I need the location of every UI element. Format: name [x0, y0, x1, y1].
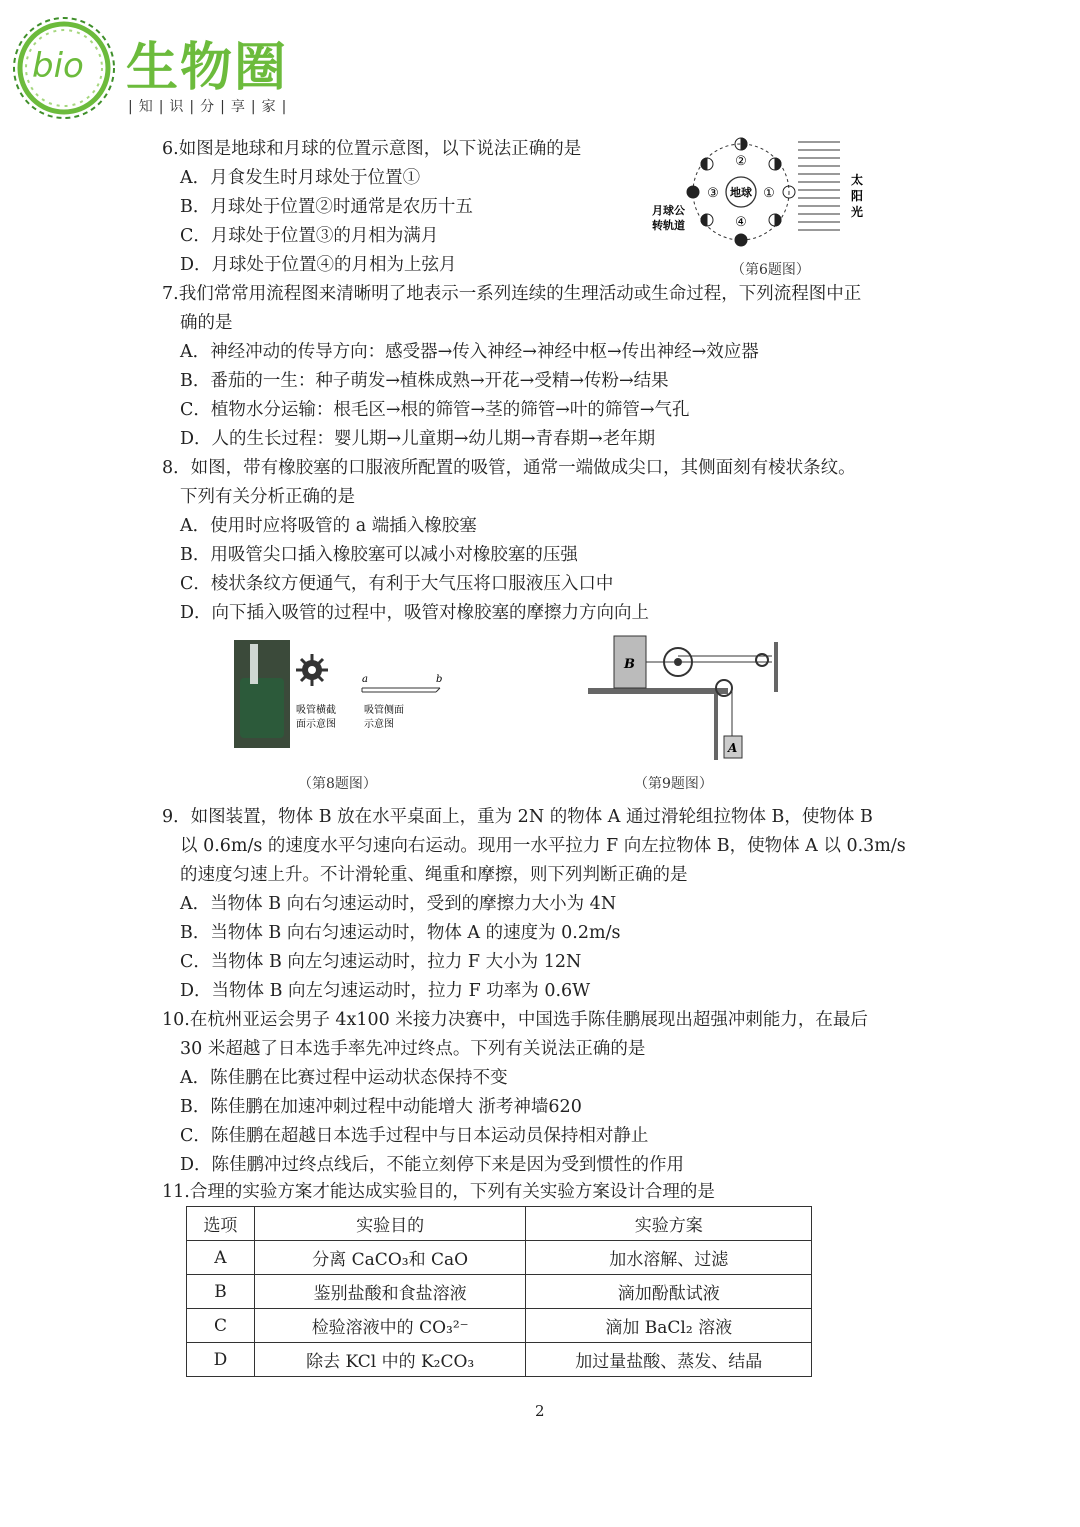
side-label-2: 示意图: [364, 719, 394, 730]
orbit-label-1: 月球公: [652, 204, 685, 217]
q8-option-a: A．使用时应将吸管的 a 端插入橡胶塞: [180, 516, 477, 536]
q9-stem-3: 的速度匀速上升。不计滑轮重、绳重和摩擦，则下列判断正确的是: [180, 865, 688, 885]
cell-option: C: [187, 1309, 255, 1343]
q9-figure: [586, 632, 782, 762]
q9-option-a: A．当物体 B 向右匀速运动时，受到的摩擦力大小为 4N: [180, 894, 617, 914]
q9-option-c: C．当物体 B 向左匀速运动时，拉力 F 大小为 12N: [180, 952, 582, 972]
sunlight-arrows-icon: [798, 142, 840, 230]
q8-figure: [232, 638, 452, 753]
straw-label-a: a: [362, 674, 368, 685]
straw-side-view-icon: [362, 688, 440, 692]
page-number: 2: [535, 1402, 545, 1420]
q7-stem-2: 确的是: [180, 313, 233, 333]
q8-option-b: B．用吸管尖口插入橡胶塞可以减小对橡胶塞的压强: [180, 545, 578, 565]
q9-stem-1: 9．如图装置，物体 B 放在水平桌面上，重为 2N 的物体 A 通过滑轮组拉物体 B，使物体 B: [162, 807, 873, 827]
label-A: A: [728, 741, 738, 755]
q10-stem-2: 30 米超越了日本选手率先冲过终点。下列有关说法正确的是: [180, 1039, 646, 1059]
cell-purpose: 除去 KCl 中的 K₂CO₃: [254, 1343, 526, 1377]
label-B: B: [624, 657, 635, 672]
table-row: [187, 1343, 812, 1377]
q9-caption: （第9题图）: [634, 776, 713, 792]
q8-caption: （第8题图）: [298, 776, 377, 792]
pos-1: ①: [763, 186, 775, 201]
cell-purpose: 分离 CaCO₃和 CaO: [254, 1241, 526, 1275]
q6-option-b: B．月球处于位置②时通常是农历十五: [180, 197, 473, 217]
q10-option-d: D．陈佳鹏冲过终点线后，不能立刻停下来是因为受到惯性的作用: [180, 1155, 685, 1175]
q8-stem-2: 下列有关分析正确的是: [180, 487, 355, 507]
q7-option-d: D．人的生长过程：婴儿期→儿童期→幼儿期→青春期→老年期: [180, 429, 656, 449]
q9-option-d: D．当物体 B 向左匀速运动时，拉力 F 功率为 0.6W: [180, 981, 591, 1001]
cell-purpose: 检验溶液中的 CO₃²⁻: [254, 1309, 526, 1343]
q11-table: [186, 1206, 812, 1377]
q6-option-a: A．月食发生时月球处于位置①: [180, 168, 421, 188]
cell-plan: 滴加酚酞试液: [526, 1275, 812, 1309]
logo-subtitle: |知|识|分|享|家|: [128, 99, 293, 115]
pos-2: ②: [735, 154, 747, 169]
logo-mark: bio: [32, 46, 84, 86]
cell-plan: 加水溶解、过滤: [526, 1241, 812, 1275]
table-row: [187, 1309, 812, 1343]
table-row: [187, 1241, 812, 1275]
header-plan: 实验方案: [526, 1207, 812, 1241]
cell-plan: 加过量盐酸、蒸发、结晶: [526, 1343, 812, 1377]
logo: [8, 14, 308, 118]
sun-label-1: 太: [851, 173, 864, 187]
straw-cross-section-icon: [296, 654, 328, 686]
q8-option-c: C．棱状条纹方便通气，有利于大气压将口服液压入口中: [180, 574, 614, 594]
sun-label-3: 光: [851, 205, 864, 219]
header-purpose: 实验目的: [254, 1207, 526, 1241]
q6-caption: （第6题图）: [731, 262, 810, 278]
q10-option-b: B．陈佳鹏在加速冲刺过程中动能增大 浙考神墙620: [180, 1097, 582, 1117]
q9-option-b: B．当物体 B 向右匀速运动时，物体 A 的速度为 0.2m/s: [180, 923, 621, 943]
orbit-label-2: 转轨道: [652, 219, 685, 232]
q7-option-b: B．番茄的一生：种子萌发→植株成熟→开花→受精→传粉→结果: [180, 371, 669, 391]
cell-purpose: 鉴别盐酸和食盐溶液: [254, 1275, 526, 1309]
cross-label-2: 面示意图: [296, 719, 336, 730]
cell-option: B: [187, 1275, 255, 1309]
wall: [774, 642, 778, 692]
table-top: [588, 688, 728, 694]
pos-3: ③: [707, 186, 719, 201]
q6-stem: 6.如图是地球和月球的位置示意图，以下说法正确的是: [162, 139, 582, 159]
q8-stem-1: 8．如图，带有橡胶塞的口服液所配置的吸管，通常一端做成尖口，其侧面刻有棱状条纹。: [162, 458, 856, 478]
q7-stem-1: 7.我们常常用流程图来清晰明了地表示一系列连续的生理活动或生命过程，下列流程图中正: [162, 284, 862, 304]
table-header-row: [187, 1207, 812, 1241]
sun-label-2: 阳: [851, 189, 864, 203]
pos-4: ④: [735, 215, 747, 230]
q10-option-a: A．陈佳鹏在比赛过程中运动状态保持不变: [180, 1068, 508, 1088]
q11-stem: 11.合理的实验方案才能达成实验目的，下列有关实验方案设计合理的是: [162, 1182, 715, 1202]
q7-option-a: A．神经冲动的传导方向：感受器→传入神经→神经中枢→传出神经→效应器: [180, 342, 759, 362]
header-option: 选项: [187, 1207, 255, 1241]
cell-option: A: [187, 1241, 255, 1275]
q6-option-c: C．月球处于位置③的月相为满月: [180, 226, 439, 246]
q6-figure: [648, 134, 868, 264]
cell-option: D: [187, 1343, 255, 1377]
q10-stem-1: 10.在杭州亚运会男子 4x100 米接力决赛中，中国选手陈佳鹏展现出超强冲刺能力，在最后: [162, 1010, 868, 1030]
logo-title: 生物圈: [126, 38, 289, 98]
q10-option-c: C．陈佳鹏在超越日本选手过程中与日本运动员保持相对静止: [180, 1126, 649, 1146]
q9-stem-2: 以 0.6m/s 的速度水平匀速向右运动。现用一水平拉力 F 向左拉物体 B，使物体 A 以 0.3m/s: [180, 836, 906, 856]
cell-plan: 滴加 BaCl₂ 溶液: [526, 1309, 812, 1343]
table-row: [187, 1275, 812, 1309]
side-label-1: 吸管侧面: [364, 705, 404, 716]
q6-option-d: D．月球处于位置④的月相为上弦月: [180, 255, 457, 275]
cross-label-1: 吸管横截: [296, 705, 336, 716]
q8-option-d: D．向下插入吸管的过程中，吸管对橡胶塞的摩擦力方向向上: [180, 603, 650, 623]
q7-option-c: C．植物水分运输：根毛区→根的筛管→茎的筛管→叶的筛管→气孔: [180, 400, 690, 420]
straw-label-b: b: [436, 674, 443, 685]
earth-label: 地球: [730, 186, 752, 199]
